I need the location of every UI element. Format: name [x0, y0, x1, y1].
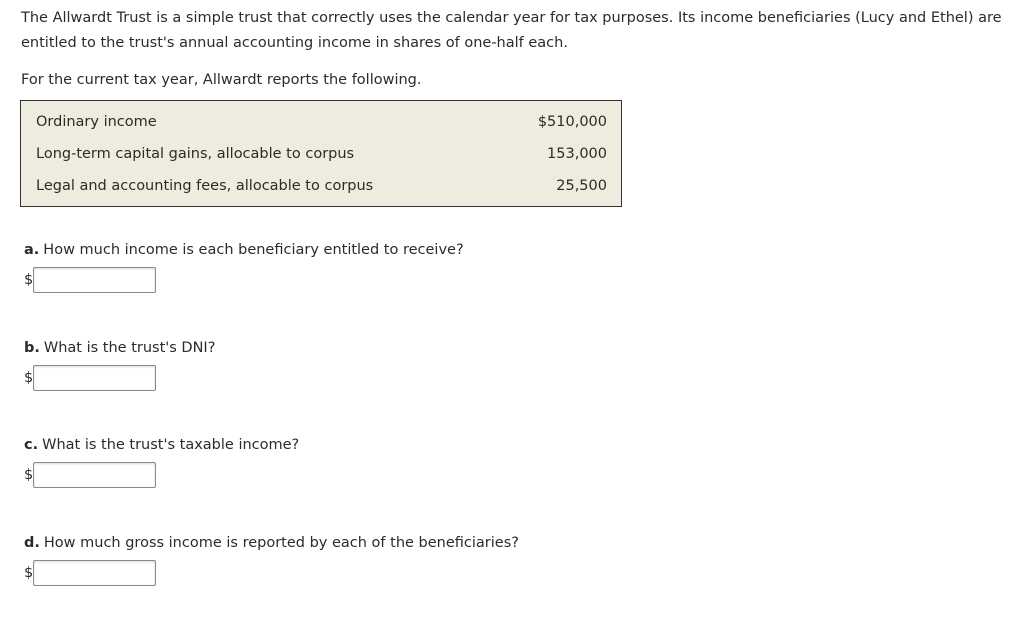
- fact-value: 153,000: [547, 146, 607, 162]
- question-text: What is the trust's taxable income?: [42, 437, 300, 453]
- currency-symbol: $: [24, 370, 34, 386]
- question-b: [24, 338, 215, 358]
- question-a: [24, 240, 464, 260]
- fact-label: Legal and accounting fees, allocable to corpus: [36, 178, 374, 194]
- currency-symbol: $: [24, 272, 34, 288]
- fact-row: [21, 111, 621, 133]
- fact-row: [21, 143, 621, 165]
- fact-value: $510,000: [537, 114, 607, 130]
- currency-symbol: $: [24, 467, 34, 483]
- question-letter: a.: [24, 242, 40, 258]
- question-letter: d.: [24, 535, 40, 551]
- question-text: How much gross income is reported by each of the beneficiaries?: [43, 535, 519, 551]
- question-letter: b.: [24, 340, 40, 356]
- answer-c: [24, 462, 152, 490]
- answer-a-input[interactable]: [33, 267, 156, 293]
- problem-intro: The Allwardt Trust is a simple trust that correctly uses the calendar year for tax purposes. Its income beneficiaries (Lucy and Ethel) are entitled to the trust's annual accounting income in shares of one-half each.: [21, 10, 1002, 51]
- question-d: [24, 533, 519, 553]
- answer-b: [24, 365, 152, 393]
- problem-lead: For the current tax year, Allwardt reports the following.: [21, 72, 422, 88]
- answer-c-input[interactable]: [33, 462, 156, 488]
- question-c: [24, 435, 299, 455]
- fact-row: [21, 175, 621, 197]
- currency-symbol: $: [24, 565, 34, 581]
- answer-a: [24, 267, 152, 295]
- question-letter: c.: [24, 437, 39, 453]
- answer-d: [24, 560, 152, 588]
- answer-d-input[interactable]: [33, 560, 156, 586]
- question-text: How much income is each beneficiary entitled to receive?: [43, 242, 464, 258]
- answer-b-input[interactable]: [33, 365, 156, 391]
- facts-table: [20, 100, 622, 207]
- question-text: What is the trust's DNI?: [43, 340, 216, 356]
- fact-label: Ordinary income: [36, 114, 157, 130]
- fact-value: 25,500: [556, 178, 607, 194]
- fact-label: Long-term capital gains, allocable to corpus: [36, 146, 355, 162]
